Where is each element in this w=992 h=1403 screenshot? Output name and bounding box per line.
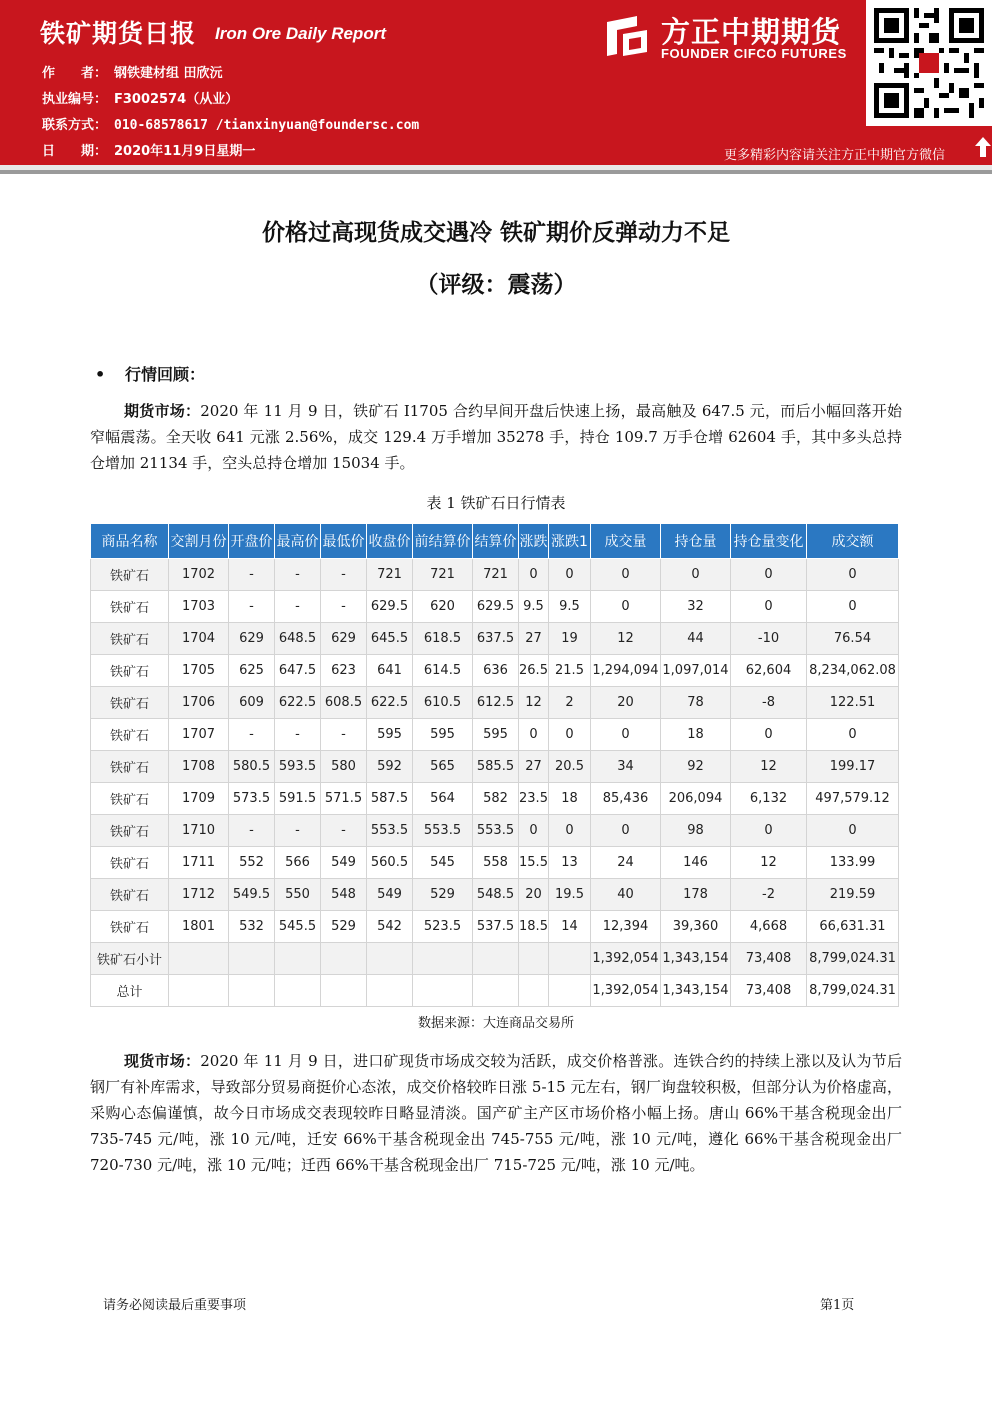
table-cell: 铁矿石 — [91, 783, 169, 815]
table-cell: 0 — [591, 719, 661, 751]
table-cell: 铁矿石 — [91, 751, 169, 783]
report-headline: 价格过高现货成交遇冷 铁矿期价反弹动力不足 — [261, 220, 730, 246]
table-cell — [321, 975, 367, 1007]
table-cell: 612.5 — [473, 687, 519, 719]
table-cell: 721 — [413, 559, 473, 591]
table-cell — [229, 943, 275, 975]
table-cell: 122.51 — [807, 687, 899, 719]
table-cell: 18.5 — [519, 911, 549, 943]
table-row — [91, 975, 899, 1007]
table-cell: 648.5 — [275, 623, 321, 655]
table-cell: 0 — [519, 559, 549, 591]
table-cell: 548.5 — [473, 879, 519, 911]
table-cell — [275, 943, 321, 975]
table-cell: 1,343,154 — [661, 943, 731, 975]
table-cell: 558 — [473, 847, 519, 879]
table-cell: 629 — [321, 623, 367, 655]
meta-label: 日 期： — [42, 144, 108, 159]
table-cell — [473, 943, 519, 975]
table-cell: 571.5 — [321, 783, 367, 815]
table-cell: 39,360 — [661, 911, 731, 943]
page-number: 第1页 — [820, 1298, 855, 1313]
table-cell — [367, 943, 413, 975]
table-cell: - — [275, 591, 321, 623]
table-cell: 592 — [367, 751, 413, 783]
table-cell: 537.5 — [473, 911, 519, 943]
column-header: 涨跌 — [519, 524, 549, 559]
follow-wechat-text[interactable]: 更多精彩内容请关注方正中期官方微信 — [724, 148, 946, 163]
table-row — [91, 847, 899, 879]
table-cell — [519, 975, 549, 1007]
table-cell: 15.5 — [519, 847, 549, 879]
table-cell: 0 — [591, 591, 661, 623]
table-cell: 12 — [731, 751, 807, 783]
table-cell: 12 — [519, 687, 549, 719]
table-cell: 593.5 — [275, 751, 321, 783]
table-cell: 618.5 — [413, 623, 473, 655]
table-cell: -2 — [731, 879, 807, 911]
table-cell: 78 — [661, 687, 731, 719]
futures-text: 2020 年 11 月 9 日，铁矿石 I1705 合约早间开盘后快速上扬，最高触及 647.5 元，而后小幅回落开始窄幅震荡。全天收 641 元涨 2.56%，成交 129.4 万手增加 35278 手，持仓 109.7 万手仓增 62604 手，其中多头总持仓增加 21134 手，空头总持仓增加 15034 手。 — [90, 402, 902, 472]
meta-author — [42, 62, 223, 81]
table-cell: 585.5 — [473, 751, 519, 783]
column-header: 前结算价 — [413, 524, 473, 559]
table-cell — [169, 975, 229, 1007]
table-cell: 66,631.31 — [807, 911, 899, 943]
column-header: 交割月份 — [169, 524, 229, 559]
table-cell: 1712 — [169, 879, 229, 911]
table-cell: 27 — [519, 623, 549, 655]
table-cell — [549, 975, 591, 1007]
table-cell: 0 — [549, 815, 591, 847]
table-cell: 610.5 — [413, 687, 473, 719]
report-rating: （评级：震荡） — [415, 272, 577, 298]
table-cell: 铁矿石 — [91, 815, 169, 847]
table-cell: 146 — [661, 847, 731, 879]
report-title-en: Iron Ore Daily Report — [215, 24, 386, 43]
table-cell: 550 — [275, 879, 321, 911]
meta-contact — [42, 114, 419, 133]
table-cell: 636 — [473, 655, 519, 687]
table-cell: 1709 — [169, 783, 229, 815]
column-header: 结算价 — [473, 524, 519, 559]
report-title-cn: 铁矿期货日报 — [40, 19, 197, 48]
table-cell: 铁矿石 — [91, 719, 169, 751]
table-cell: 1705 — [169, 655, 229, 687]
table-cell: 629.5 — [473, 591, 519, 623]
table-cell — [413, 943, 473, 975]
table-cell: 9.5 — [549, 591, 591, 623]
table-cell: 总计 — [91, 975, 169, 1007]
table-cell: 549.5 — [229, 879, 275, 911]
table-cell: 32 — [661, 591, 731, 623]
table-cell: 591.5 — [275, 783, 321, 815]
table-cell: 27 — [519, 751, 549, 783]
table-cell: 20 — [591, 687, 661, 719]
table-cell: 40 — [591, 879, 661, 911]
table-row — [91, 719, 899, 751]
table-cell: 98 — [661, 815, 731, 847]
table-cell: 549 — [367, 879, 413, 911]
table-cell: 553.5 — [413, 815, 473, 847]
table-cell: 44 — [661, 623, 731, 655]
qr-code-icon — [874, 8, 984, 118]
table-cell: 645.5 — [367, 623, 413, 655]
table-cell — [321, 943, 367, 975]
table-cell: - — [229, 719, 275, 751]
table-cell: 545 — [413, 847, 473, 879]
table-cell: 20.5 — [549, 751, 591, 783]
table-source: 数据来源：大连商品交易所 — [417, 1016, 574, 1031]
table-cell: 133.99 — [807, 847, 899, 879]
table-cell: 641 — [367, 655, 413, 687]
table-cell: 34 — [591, 751, 661, 783]
table-cell: 219.59 — [807, 879, 899, 911]
table-cell: 0 — [731, 559, 807, 591]
table-cell: 0 — [807, 591, 899, 623]
table-cell: 1703 — [169, 591, 229, 623]
header-divider-dark — [0, 170, 992, 174]
table-cell: 609 — [229, 687, 275, 719]
table-cell: 0 — [807, 719, 899, 751]
column-header: 最高价 — [275, 524, 321, 559]
table-row — [91, 623, 899, 655]
table-cell: 1711 — [169, 847, 229, 879]
table-cell: 0 — [549, 559, 591, 591]
table-cell: -8 — [731, 687, 807, 719]
table-caption: 表 1 铁矿石日行情表 — [426, 494, 566, 512]
table-cell: 19.5 — [549, 879, 591, 911]
table-cell: 564 — [413, 783, 473, 815]
table-cell: 0 — [591, 559, 661, 591]
logo-name-en: FOUNDER CIFCO FUTURES — [661, 46, 847, 61]
column-header: 最低价 — [321, 524, 367, 559]
spot-text: 2020 年 11 月 9 日，进口矿现货市场成交较为活跃，成交价格普涨。连铁合约的持续上涨以及认为节后钢厂有补库需求，导致部分贸易商挺价心态浓，成交价格较昨日涨 5-15 元左右，钢厂询盘较积极，但部分认为价格虚高，采购心态偏谨慎，故今日市场成交表现较昨日略显清淡。国产矿主产区市场价格小幅上扬。唐山 66%干基含税现金出厂 735-745 元/吨，涨 10 元/吨，迁安 66%干基含税现金出 745-755 元/吨，涨 10 元/吨，遵化 66%干基含税现金出厂 720-730 元/吨，涨 10 元/吨；迁西 66%干基含税现金出厂 715-725 元/吨，涨 10 元/吨。 — [90, 1052, 902, 1174]
table-cell: 622.5 — [367, 687, 413, 719]
table-cell: 1702 — [169, 559, 229, 591]
table-cell: - — [321, 559, 367, 591]
table-cell: 1,343,154 — [661, 975, 731, 1007]
logo-name-cn: 方正中期期货 — [661, 15, 842, 49]
table-cell: 铁矿石 — [91, 655, 169, 687]
column-header: 商品名称 — [91, 524, 169, 559]
table-cell: 73,408 — [731, 975, 807, 1007]
table-cell: 0 — [549, 719, 591, 751]
meta-value: F3002574（从业） — [114, 92, 239, 107]
table-cell: 26.5 — [519, 655, 549, 687]
table-cell — [413, 975, 473, 1007]
table-cell: 553.5 — [473, 815, 519, 847]
table-cell: 0 — [731, 815, 807, 847]
table-cell: 62,604 — [731, 655, 807, 687]
table-cell: 1708 — [169, 751, 229, 783]
table-cell: 566 — [275, 847, 321, 879]
table-cell: 铁矿石 — [91, 591, 169, 623]
table-cell: 4,668 — [731, 911, 807, 943]
footer-notice: 请务必阅读最后重要事项 — [103, 1298, 247, 1313]
table-cell: 552 — [229, 847, 275, 879]
table-cell: 9.5 — [519, 591, 549, 623]
table-cell: 580 — [321, 751, 367, 783]
table-cell: 587.5 — [367, 783, 413, 815]
table-cell: 12 — [591, 623, 661, 655]
table-cell: 595 — [367, 719, 413, 751]
table-cell: 18 — [661, 719, 731, 751]
table-cell: - — [275, 719, 321, 751]
table-cell: 622.5 — [275, 687, 321, 719]
report-header — [0, 0, 992, 165]
meta-label: 执业编号： — [42, 92, 108, 107]
table-cell: - — [275, 559, 321, 591]
table-cell — [473, 975, 519, 1007]
table-cell — [367, 975, 413, 1007]
meta-label: 作 者： — [42, 66, 108, 81]
table-row — [91, 783, 899, 815]
table-cell: 529 — [413, 879, 473, 911]
table-cell: 12 — [731, 847, 807, 879]
table-cell: 12,394 — [591, 911, 661, 943]
arrow-up-icon — [974, 136, 992, 158]
table-row — [91, 751, 899, 783]
table-cell: 1707 — [169, 719, 229, 751]
table-cell: 23.5 — [519, 783, 549, 815]
table-cell: - — [229, 591, 275, 623]
column-header: 收盘价 — [367, 524, 413, 559]
column-header: 成交量 — [591, 524, 661, 559]
table-cell: 14 — [549, 911, 591, 943]
table-cell: 1,294,094 — [591, 655, 661, 687]
table-cell: 542 — [367, 911, 413, 943]
table-cell — [169, 943, 229, 975]
table-cell: 199.17 — [807, 751, 899, 783]
meta-license — [42, 88, 238, 107]
table-cell: 620 — [413, 591, 473, 623]
table-header-row — [91, 524, 899, 559]
table-row — [91, 911, 899, 943]
table-cell: 2 — [549, 687, 591, 719]
table-cell: 1801 — [169, 911, 229, 943]
table-cell: 1710 — [169, 815, 229, 847]
meta-date — [42, 140, 255, 159]
table-cell: 608.5 — [321, 687, 367, 719]
table-cell: 0 — [807, 815, 899, 847]
table-cell: - — [229, 559, 275, 591]
iron-ore-daily-table — [90, 523, 899, 1007]
futures-market-paragraph — [90, 398, 902, 476]
table-cell — [519, 943, 549, 975]
table-cell: 0 — [591, 815, 661, 847]
table-row — [91, 687, 899, 719]
section-title: 行情回顾： — [125, 365, 206, 384]
table-cell: -10 — [731, 623, 807, 655]
table-cell: 1,097,014 — [661, 655, 731, 687]
column-header: 涨跌1 — [549, 524, 591, 559]
table-cell: 565 — [413, 751, 473, 783]
table-cell: 178 — [661, 879, 731, 911]
meta-label: 联系方式： — [42, 118, 108, 133]
qr-code[interactable] — [866, 0, 992, 126]
table-cell: 629.5 — [367, 591, 413, 623]
table-cell: 8,799,024.31 — [807, 943, 899, 975]
table-row — [91, 815, 899, 847]
table-cell: 595 — [473, 719, 519, 751]
table-cell: 18 — [549, 783, 591, 815]
meta-value: 钢铁建材组 田欣沅 — [114, 66, 223, 81]
table-cell: 0 — [519, 815, 549, 847]
table-cell: 206,094 — [661, 783, 731, 815]
table-row — [91, 655, 899, 687]
table-cell: 21.5 — [549, 655, 591, 687]
table-cell: - — [321, 815, 367, 847]
table-cell: - — [229, 815, 275, 847]
table-row — [91, 591, 899, 623]
table-cell: 529 — [321, 911, 367, 943]
table-cell: 0 — [519, 719, 549, 751]
table-cell: 铁矿石 — [91, 879, 169, 911]
table-cell: 545.5 — [275, 911, 321, 943]
table-cell: 24 — [591, 847, 661, 879]
table-cell: 1,392,054 — [591, 943, 661, 975]
table-cell: 1706 — [169, 687, 229, 719]
column-header: 持仓量 — [661, 524, 731, 559]
table-cell: 铁矿石小计 — [91, 943, 169, 975]
table-cell: 85,436 — [591, 783, 661, 815]
table-cell — [275, 975, 321, 1007]
table-cell: 0 — [731, 719, 807, 751]
column-header: 持仓量变化 — [731, 524, 807, 559]
table-cell: 595 — [413, 719, 473, 751]
table-cell: 580.5 — [229, 751, 275, 783]
table-cell: 560.5 — [367, 847, 413, 879]
column-header: 成交额 — [807, 524, 899, 559]
table-cell: 19 — [549, 623, 591, 655]
table-cell: 0 — [731, 591, 807, 623]
table-cell: 0 — [661, 559, 731, 591]
table-cell: 614.5 — [413, 655, 473, 687]
table-cell: 76.54 — [807, 623, 899, 655]
table-cell: 573.5 — [229, 783, 275, 815]
table-row — [91, 943, 899, 975]
table-cell: 1704 — [169, 623, 229, 655]
table-cell: - — [321, 591, 367, 623]
table-cell: 20 — [519, 879, 549, 911]
table-cell: 625 — [229, 655, 275, 687]
table-cell: 铁矿石 — [91, 847, 169, 879]
table-cell: 549 — [321, 847, 367, 879]
spot-market-paragraph — [90, 1048, 902, 1178]
table-cell: 721 — [367, 559, 413, 591]
table-cell: 548 — [321, 879, 367, 911]
table-cell: - — [321, 719, 367, 751]
table-cell: 铁矿石 — [91, 559, 169, 591]
table-cell: 629 — [229, 623, 275, 655]
table-cell: 铁矿石 — [91, 623, 169, 655]
table-cell: 523.5 — [413, 911, 473, 943]
section-market-review — [95, 362, 205, 385]
table-cell: 92 — [661, 751, 731, 783]
table-cell: 532 — [229, 911, 275, 943]
table-cell: 637.5 — [473, 623, 519, 655]
table-cell: 0 — [807, 559, 899, 591]
table-cell: 铁矿石 — [91, 911, 169, 943]
table-cell: 623 — [321, 655, 367, 687]
table-row — [91, 879, 899, 911]
bullet-icon: • — [95, 365, 106, 384]
table-cell: 1,392,054 — [591, 975, 661, 1007]
table-cell: 497,579.12 — [807, 783, 899, 815]
futures-lead: 期货市场： — [124, 402, 201, 420]
table-cell: 13 — [549, 847, 591, 879]
table-cell: - — [275, 815, 321, 847]
company-logo — [603, 10, 858, 70]
meta-value[interactable]: 010-68578617 /tianxinyuan@foundersc.com — [114, 118, 420, 133]
meta-value: 2020年11月9日星期一 — [114, 144, 256, 159]
table-cell: 8,234,062.08 — [807, 655, 899, 687]
table-cell: 6,132 — [731, 783, 807, 815]
spot-lead: 现货市场： — [124, 1052, 201, 1070]
table-cell: 铁矿石 — [91, 687, 169, 719]
table-cell: 8,799,024.31 — [807, 975, 899, 1007]
column-header: 开盘价 — [229, 524, 275, 559]
table-cell: 647.5 — [275, 655, 321, 687]
founder-logo-icon — [603, 12, 651, 60]
table-cell: 721 — [473, 559, 519, 591]
table-cell: 553.5 — [367, 815, 413, 847]
table-cell: 73,408 — [731, 943, 807, 975]
table-row — [91, 559, 899, 591]
table-cell — [549, 943, 591, 975]
table-cell: 582 — [473, 783, 519, 815]
table-cell — [229, 975, 275, 1007]
